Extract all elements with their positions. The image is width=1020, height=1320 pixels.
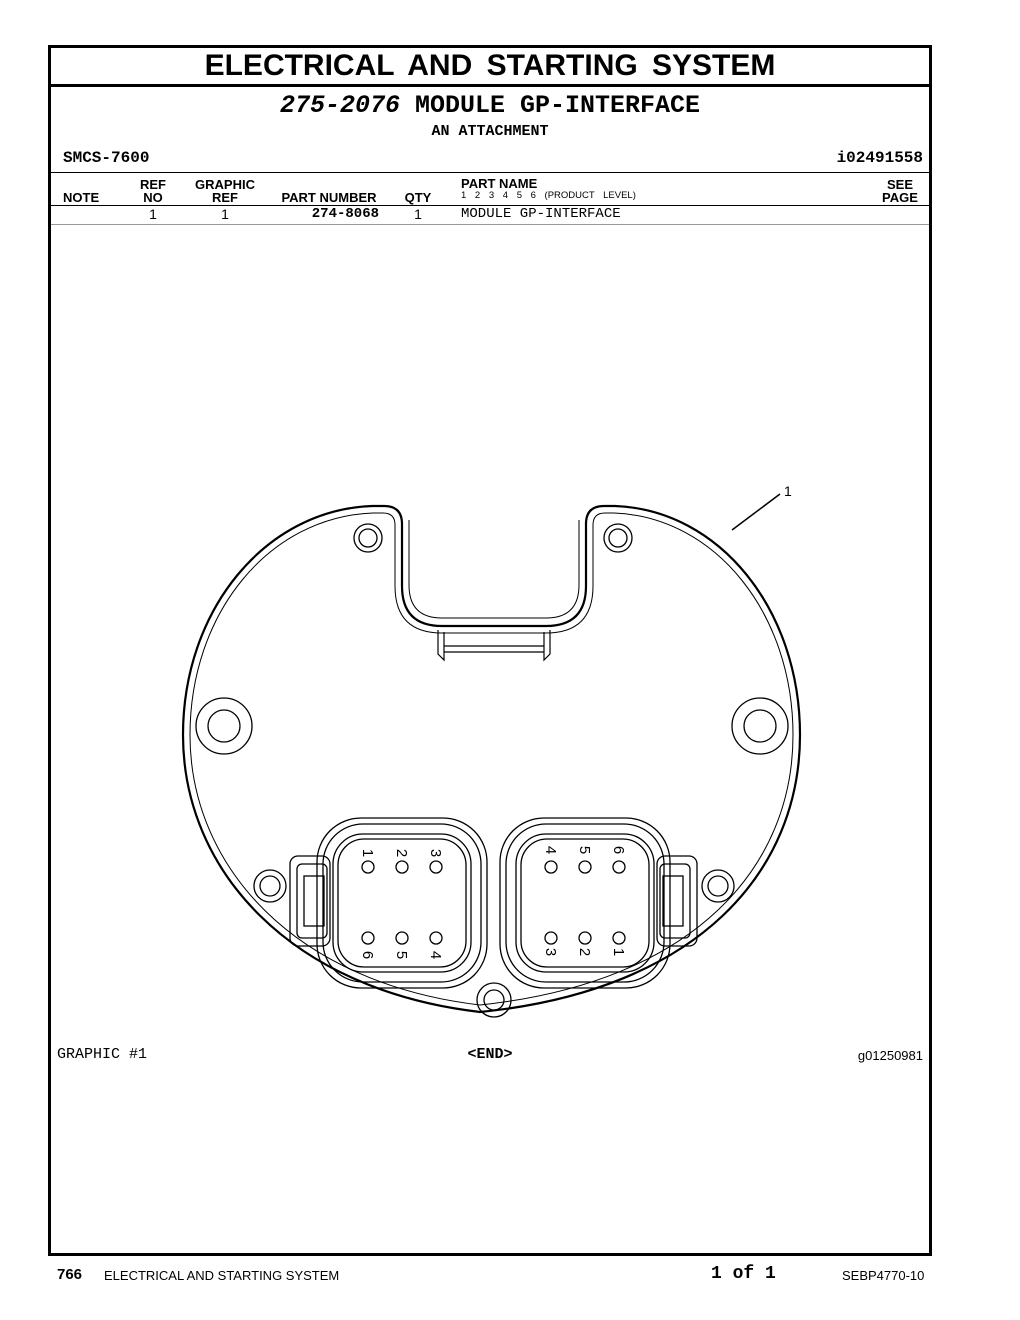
doc-id: SEBP4770-10 <box>842 1268 925 1283</box>
pin-label: 3 <box>542 947 559 957</box>
page-footer <box>0 1262 1020 1292</box>
pin-label: 4 <box>427 950 444 960</box>
page-number: 766 <box>57 1266 83 1283</box>
footer-section: ELECTRICAL AND STARTING SYSTEM <box>104 1268 340 1283</box>
pin-label: 5 <box>393 950 410 960</box>
page-of: 1 of 1 <box>711 1264 776 1284</box>
left-connector <box>290 818 487 988</box>
section-title: ELECTRICAL AND STARTING SYSTEM <box>51 48 929 87</box>
col-note: NOTE <box>63 190 100 205</box>
col-graphic-top: GRAPHIC <box>195 177 255 192</box>
col-ref-bottom: NO <box>143 190 163 205</box>
col-product-levels: 1 2 3 4 5 6 (PRODUCT LEVEL) <box>461 190 636 201</box>
pin-label: 5 <box>576 845 593 855</box>
group-type: AN ATTACHMENT <box>431 123 549 140</box>
graphic-id: g01250981 <box>857 1048 923 1063</box>
row-graphic-ref: 1 <box>221 206 229 222</box>
col-graphic-bottom: REF <box>212 190 238 205</box>
smcs-code: SMCS-7600 <box>63 149 150 167</box>
plate-inner-outline <box>190 513 793 1005</box>
slot-tab <box>438 630 550 660</box>
pin-label: 6 <box>610 845 627 855</box>
pin-label: 6 <box>359 950 376 960</box>
row-part-number[interactable]: 274-8068 <box>311 206 379 222</box>
group-number[interactable]: 275-2076 <box>279 91 400 120</box>
graphic-label: GRAPHIC #1 <box>57 1046 148 1063</box>
pin-label: 2 <box>393 848 410 858</box>
group-name: MODULE GP-INTERFACE <box>415 91 701 120</box>
channel-inner-line <box>409 520 579 618</box>
pin-label: 3 <box>427 848 444 858</box>
col-part-name: PART NAME <box>461 176 538 191</box>
pin-label: 1 <box>359 848 376 858</box>
right-connector <box>500 818 697 988</box>
pin-label: 1 <box>610 947 627 957</box>
pin-label: 4 <box>542 845 559 855</box>
col-qty: QTY <box>404 190 432 205</box>
row-qty: 1 <box>414 206 422 222</box>
col-see-top: SEE <box>886 177 913 192</box>
end-marker: <END> <box>467 1046 513 1063</box>
pin-label: 2 <box>576 947 593 957</box>
mounting-holes <box>196 524 788 1017</box>
callout-number: 1 <box>784 483 792 499</box>
col-ref-top: REF <box>140 177 166 192</box>
callout-leader <box>732 494 780 530</box>
col-part-number: PART NUMBER <box>281 190 377 205</box>
plate-outline <box>183 506 800 1012</box>
row-part-name: MODULE GP-INTERFACE <box>461 206 621 222</box>
col-see-bottom: PAGE <box>882 190 918 205</box>
row-ref-no: 1 <box>149 206 157 222</box>
info-id: i02491558 <box>836 149 923 167</box>
